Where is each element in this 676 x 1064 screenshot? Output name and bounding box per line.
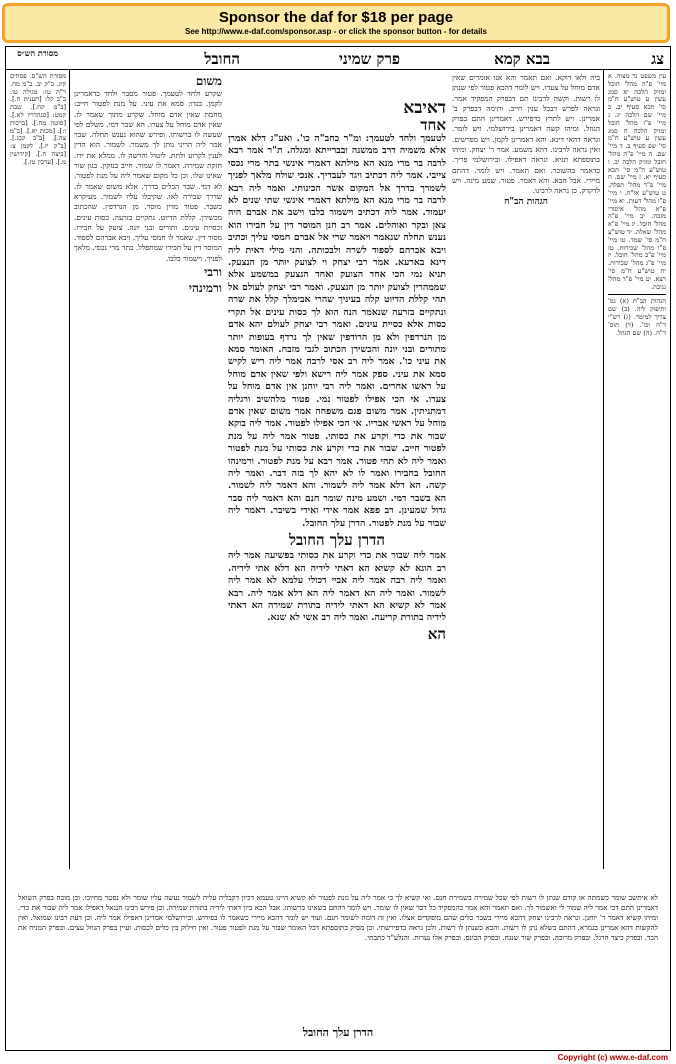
gemara-text-2: אמר ליה שבור את כדי וקרע את כסותי בפשיעה אמר ליה רב הונא לא קשיא הא דאתי לידיה הא דלא אתי לידיה. ואמר ליה רבה אמר ליה אביי דכולי עלמא לא אמר ליה לשמור. ואמר ליה הא דאמר ליה הא דלא אמר ליה. רבא אמר לא קשיא הא דאתי לידיה בתורת שמירה הא דאתי לידיה בתורת קריעה. ואמר ליה רב אשי לא שנא. xyxy=(228,550,446,624)
gemara-text: לטעמך ולחד לטעמך: ומ"ר כחב"ה כו'. ואע"ג דלא אמרן אלא משמיה דרב ממשנה ובברייתא ומגלה. ת"ר אמר רבא לרבה בר מרי מנא הא מילתא דאמרי אינשי בתר מרי נכסי צייבי. אמר ליה דכתיב ויגד לעבדיך. אנכי שולח מלאך לפניך לשמרך בדרך אל המקום אשר הכינותי. ואמר ליה רבא לרבה בר מרי מנא הא מילתא דאמרי אינשי שתי שנים לא יעמוד. אמר ליה דכתיב וישמור בלבו וישב את אברם היה צאן ובקר ואוהלים. אמר רב חנן המוסר דין על חבירו הוא נענש תחלה שנאמר ויאמר שרי אל אברם חמסי עליך וכתיב ויבא אברהם לספוד לשרה ולבכותה. והני מילי דאית ליה דינא בארעא. אמר רבי יצחק וי לצועק יותר מן הנצעק. תניא נמי הכי אחד הצועק ואחד הנצעק במשמע אלא שממהרין לצועק יותר מן הנצעק. ואמר רבי יצחק לעולם אל תהי קללת הדיוט קלה בעיניך שהרי אבימלך קלל את שרה ונתקיים בזרעה שנאמר הנה הוא לך כסות עינים אל תקרי כסות אלא כסיית עינים. ואמר רבי יצחק לעולם יהא אדם מן הנרדפין ולא מן הרודפין שאין לך נרדף בעופות יותר מתורים ובני יונה והכשירן הכתוב לגבי מזבח. האומר סמא את עיני כו'. אמר ליה רב אסי לרבה אמר ליה ריש לקיש סמא את עיני. ספק אמר ליה רישא ולפי שאין אדם מוחל על ראשו אחרים. ואמר ליה רבי יוחנן אין אדם מוחל על צערו. אי הכי אפילו לפטור נמי. פטור מלהשיב ורגליה דמתניתין. אמר משום פגם משפחה אמר משום שאין אדם מוחל על ראשי אבריו. אי הכי אפילו לפטור. אמר ליה בוקא שבור את כדי וקרע את כסותי. פטור אמר ליה על מנת לפטור חייב. שבור את כדי וקרע את כסותי על מנת לפטור ואמר ליה לא תהי פטור. אמר רבא על מנת לפטור. ורמינהו החובל בחבירו ואמר לו לא יהא לך בזה דבר. ואמר ליה קשה. הא דלא אמר ליה לשמור. והא דאמר ליה לשמור. הא בשבר דמי. ושמע מינה שומר חנם והא דאמר ליה סבר גדול שמעינן. רב פפא אמר אידי ואידי בשיבר. דאמר ליה שבור על מנת לפטור. הדרן עלך החובל. xyxy=(228,133,446,529)
masoret-sidebar xyxy=(10,73,66,863)
masoret-text: מסורת הש"ס. פסחים קיג. ב"ק יב. ב"מ מח. ר"ה טז: מגילה טו. ב"ב קל: [תענית ח.]. [ב"מ קח.]. שבת קמט: [סנהדרין לא.]. [סוטה מח.]. [ברכות ו:]. [מכות יא.]. [ב"מ צה.]. [ב"ב קכג.]. [ב"ק יז.]. לקמן צ: [ביצה ח.]. [קידושין מ.]. [ערכין טז.]. xyxy=(10,73,66,166)
sponsor-title[interactable]: Sponsor the daf for $18 per page xyxy=(218,9,454,26)
bottom-hadran-title: הדרן עלך החובל xyxy=(302,1026,374,1039)
copyright-link[interactable]: Copyright (c) www.e-daf.com xyxy=(557,1053,668,1062)
hagahot-habach: הגהות הב"ח (א) גמ' ותיפוק ליה. (ב) שם צריך למימר. (ג) רש"י ד"ה וכו'. (ד) תוס' ד"ה. (ה) שם הגוזל. xyxy=(608,297,666,337)
rashi-label-3: ורמינהי xyxy=(188,281,222,296)
header-chapter-label: פרק שמיני xyxy=(338,50,400,68)
header-daf-number: צג xyxy=(651,50,664,68)
tosafot-column xyxy=(452,73,600,863)
gemara-column xyxy=(228,99,446,869)
bottom-commentary-text: לא איתשב שומר כשמתה או קודם שנתן לו רשות לפי שכל שמירה בשמירת חנם. ואי קשיא לך כי אמר ליה על מנת לפטור לא קשיא היינו טעמא דכיון דקבליה עליה לשמור נעשה עליו שומר ולא נפטר מחיובו. וכן מוכח בפרק השואל דאמרינן התם דכי אמר ליה שמור לי ואשמור לך. ואם תאמר והא אמר בהמפקיד כל דבר שאין לו שומר. ויש לומר דהתם בשאינו ברשותו. אבל הכא כיון דאתי לידיה בתורת שמירה. וכן פירש רבינו חננאל דאפילו אמר ליה שבור את כדי. ומיהו קשיא דאמר ר' יוחנן. ונראה לרבינו יצחק דהכא מיירי בשבר כלים שהם מופקדים אצלו. ואין זה דומה לשומר חנם. ועוד יש לומר דהכא מיירי כשאמר לו בפירוש. ובירושלמי אמרינן דאפילו אמר ליה. וכן דעת רבינו שמואל. ואין להקשות דהא אמרינן בגמרא. דהתם כשלא נתן לו רשות. והכא כשנתן לו רשות. ולכן נראה כדפירשתי. וכן מסיק בתוספתא דכל האומר שבור על מנת לפטור פטור. ואין חילוק בין כלים לכסות. ועיין בפרק הגוזל עצים. ובפרק המניח את הכד. ובפרק כיצד הרגל. ובפרק מרובה. ובפרק שור שנגח. ובפרק הכונס. ובפרק אלו נערות. והנלע"ד כתבתי. xyxy=(18,893,658,942)
ein-mishpat-text: עין משפט נר מצוה. א מיי' פ"ה מהל' חובל ומזיק הלכה יא סמג עשין ע טוש"ע ח"מ סי' תכא סעיף יב. ב מיי' שם הלכה יג. ג מיי' פ"ז מהל' חובל ומזיק הלכה ח סמג עשין ע טוש"ע ח"מ סי' שפ סעיף ב. ד מיי' שם. ה מיי' פ"ה מהל' חובל ומזיק הלכה יב. ו טוש"ע ח"מ סי' תכא סעיף יא. ז מיי' שם. ח מיי' פ"ד מהל' תפלה. ט טוש"ע או"ח. י מיי' פ"ו מהל' דעות. יא מיי' פ"א מהל' איסורי מזבח. יב מיי' פ"ה מהל' חובל. יג מיי' פ"א מהל' שאלה. יד טוש"ע ח"מ סי' שמד. טו מיי' פ"ו מהל' שכירות. טז מיי' פ"ב מהל' חובל. יז מיי' פ"ג מהל' שכירות. יח טוש"ע ח"מ סי' רצא. יט מיי' פ"ד מהל' גניבה. xyxy=(608,73,666,291)
ein-mishpat-sidebar xyxy=(608,73,666,863)
sponsor-banner[interactable] xyxy=(2,3,670,43)
header-chapter-name: החובל xyxy=(204,50,240,68)
gemara-opening-word-2: אחד xyxy=(420,116,446,134)
header-masoret: מסורת הש״ס xyxy=(17,48,58,58)
gemara-hadran: הדרן עלך החובל xyxy=(289,531,385,549)
sidebar-divider xyxy=(608,294,666,295)
rashi-text: שקרע ולחד לטעמך. פטור מסבר ולחד כדאמרינן לקמן. בגדו: סמא את עיני. על מנת לפטור חייב: מחמת שאין אדם מוחל. שקרע מתוך שאמר לו. שאין אדם מוחל על צערו. הא שבר דמי. משלם לפי שעשה לו ברשותו. ופירש שהוא נענש תחלה. שבר אמר ליה הריני נותן לך משמר. לשמור. הוא הדין לענין לקרוע ולתת. ליטול והרשה לו. ממלא את ידו. חזקת שמירה. דאמר לו שמור. חייב בנזקין. כגון שור שאינו שלו. וכן כל מקום שאמר ליה על מנת לפטור. לא דמי. שבר הכלים בדרך. אלא משום שאמר לו. שדרך שבירה לאו. שקיבלו עליו לשמור. מעיקרא כשבר. פטור מדין מוסר. מן הנרדפין. שהכתוב מכשירן. קללת הדיוט. נתקיים בזרעה. כסות עינים. וכסיית עינים. ותורים ובני יונה. צועק על חבירו. מסור דין. שאמר לו חמסי עליך. ויבא אברהם לספוד. המוסר דין על חבירו שמתפלל. בתר מרי נכסי. מלאך לפניך. וישמור בלבו. xyxy=(74,89,222,263)
rashi-label-2: ורבי xyxy=(204,265,222,280)
gemara-opening-word: דאיבא xyxy=(403,99,446,118)
header-tractate: בבא קמא xyxy=(494,50,550,68)
column-divider-left xyxy=(69,69,70,869)
bottom-commentary xyxy=(18,893,658,1018)
rashi-label-1: משום xyxy=(195,74,222,88)
tosafot-note-title: הגהות הב"ח xyxy=(504,196,548,207)
gemara-final-word: הא xyxy=(427,624,446,643)
tosafot-text: ביה ולאו דוקא. ואם תאמר והא אנו אומרים שאין אדם מוחל על צערו. ויש לומר דהכא פטור לפי שנתן לו רשות. וקשה לרבינו תם דבפרק המפקיד אמר. ונראה לפרש דבכל ענין חייב. ותימה דבפרק ב' אמרינן. ויש לתרץ כדפירש. דאמרינן התם בפרק הגוזל. ומיהו קשה דאמרינן בירושלמי. ויש לומר. ונראה דהאי דינא. והא דאמרינן לקמן. ויש מפרשים. ואין נראה לרבינו. דהא משמע. אמר ר' יצחק. ומיהו בתוספתא תניא. ונראה דאפילו. ובירושלמי פריך. כדאמר בהשוכר. ואם תאמר. ויש לומר. דהתם מיירי. אבל הכא. והא דאמר. פטור. שמע מינה. ויש לדקדק. כן נראה לרבינו. xyxy=(452,73,600,196)
column-divider xyxy=(603,69,604,869)
sponsor-subtitle[interactable]: See http://www.e-daf.com/sponsor.asp - or click the sponsor button - for details xyxy=(185,27,487,36)
page-header xyxy=(6,47,670,70)
talmud-page xyxy=(5,46,671,1051)
rashi-column xyxy=(74,73,222,863)
